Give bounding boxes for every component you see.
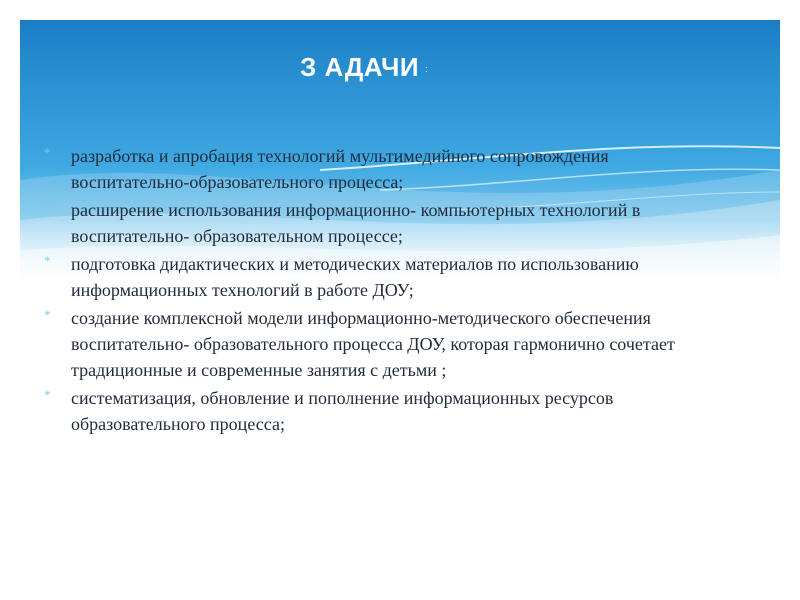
list-item-text: разработка и апробация технологий мультимедийного сопровождения воспитательно-образовательного процесса; xyxy=(71,146,609,192)
slide-title xyxy=(300,52,428,83)
bullet-star-icon: * xyxy=(44,307,51,322)
bullet-star-icon: * xyxy=(44,145,51,160)
bullet-star-icon: * xyxy=(44,253,51,268)
list-item-text: систематизация, обновление и пополнение информационных ресурсов образовательного процесса; xyxy=(71,388,614,434)
title-colon: : xyxy=(425,64,429,75)
bullet-star-icon: * xyxy=(44,199,51,214)
task-list xyxy=(40,143,680,439)
title-text: З АДАЧИ xyxy=(300,52,420,82)
list-item xyxy=(40,305,680,383)
list-item-text: создание комплексной модели информационно-методического обеспечения воспитательно- образовательного процесса ДОУ, которая гармонично сочетает традиционные и современные занятия с детьми ; xyxy=(71,308,675,380)
list-item xyxy=(40,197,680,249)
list-item-text: подготовка дидактических и методических материалов по использованию информационных технологий в работе ДОУ; xyxy=(71,254,639,300)
list-item-text: расширение использования информационно- компьютерных технологий в воспитательно- образовательном процессе; xyxy=(71,200,641,246)
list-item xyxy=(40,251,680,303)
list-item xyxy=(40,385,680,437)
bullet-star-icon: * xyxy=(44,387,51,402)
list-item xyxy=(40,143,680,195)
